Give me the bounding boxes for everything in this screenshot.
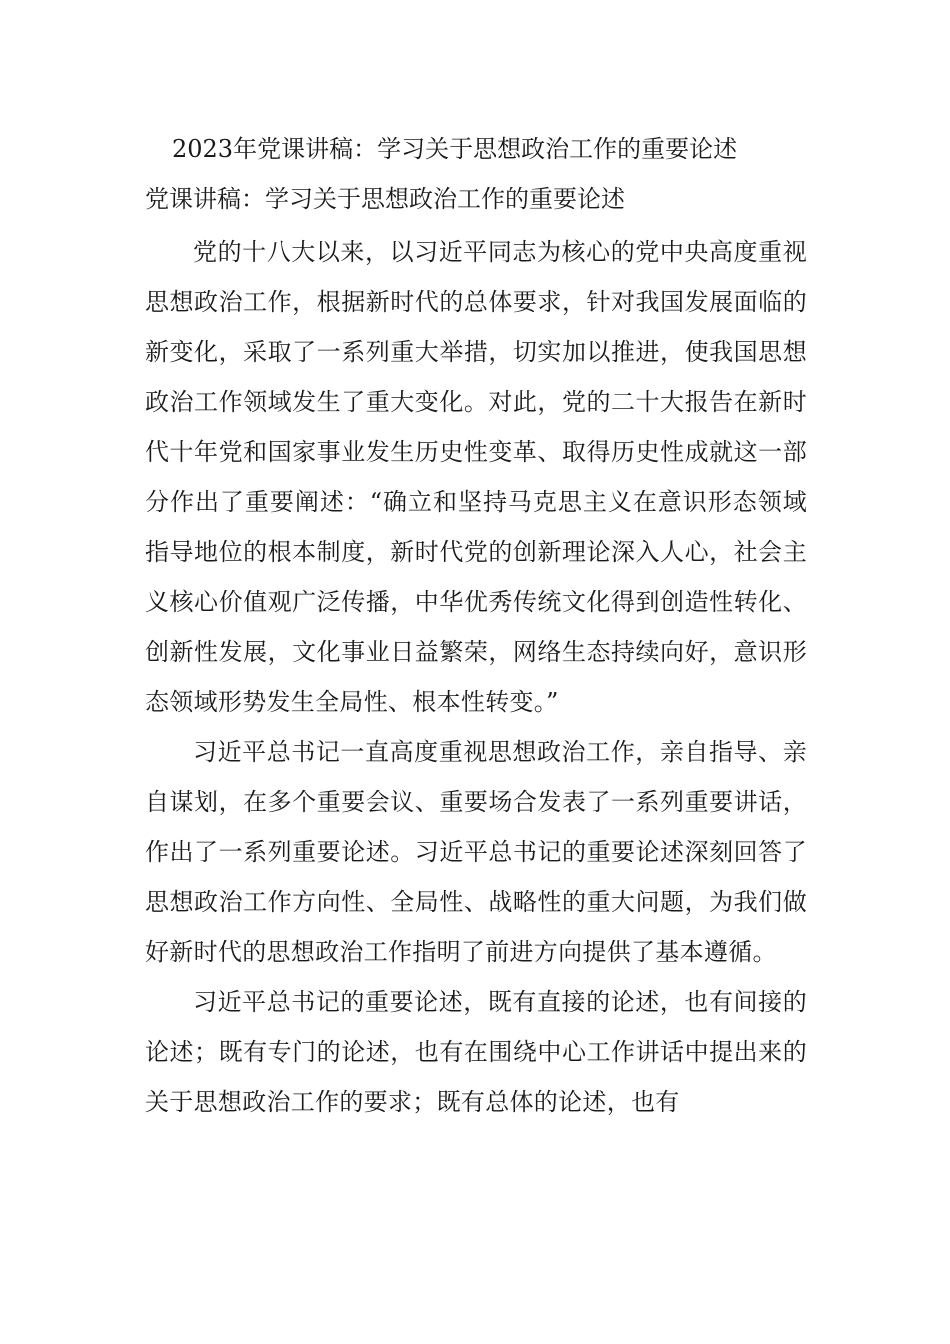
- paragraph-3: 习近平总书记的重要论述，既有直接的论述，也有间接的论述；既有专门的论述，也有在围绕中心工作讲话中提出来的关于思想政治工作的要求；既有总体的论述，也有: [145, 988, 807, 1116]
- document-body: [145, 227, 807, 1127]
- paragraph-1: 党的十八大以来，以习近平同志为核心的党中央高度重视思想政治工作，根据新时代的总体要求，针对我国发展面临的新变化，采取了一系列重大举措，切实加以推进，使我国思想政治工作领域发生了重大变化。对此，党的二十大报告在新时代十年党和国家事业发生历史性变革、取得历史性成就这一部分作出了重要阐述：“确立和坚持马克思主义在意识形态领域指导地位的根本制度，新时代党的创新理论深入人心，社会主义核心价值观广泛传播，中华优秀传统文化得到创造性转化、创新性发展，文化事业日益繁荣，网络生态持续向好，意识形态领域形势发生全局性、根本性转变。”: [145, 238, 807, 716]
- paragraph-2: 习近平总书记一直高度重视思想政治工作，亲自指导、亲自谋划，在多个重要会议、重要场合发表了一系列重要讲话，作出了一系列重要论述。习近平总书记的重要论述深刻回答了思想政治工作方向性、全局性、战略性的重大问题，为我们做好新时代的思想政治工作指明了前进方向提供了基本遵循。: [145, 738, 807, 966]
- document-subtitle: 党课讲稿：学习关于思想政治工作的重要论述: [145, 185, 625, 213]
- document-title: 2023年党课讲稿：学习关于思想政治工作的重要论述: [172, 135, 738, 163]
